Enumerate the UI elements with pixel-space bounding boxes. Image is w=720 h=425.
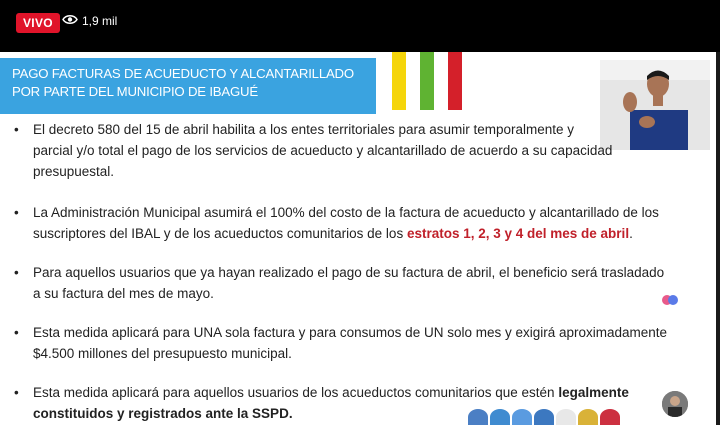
bullet-3: Para aquellos usuarios que ya hayan realizado el pago de su factura de abril, el beneficio será trasladado a su factura del mes de mayo. bbox=[33, 265, 665, 301]
highlighted-strata-text: estratos 1, 2, 3 y 4 del mes de abril bbox=[406, 226, 630, 241]
bullet-dot: • bbox=[14, 205, 19, 220]
video-frame-edge bbox=[716, 52, 720, 425]
logo-icon bbox=[490, 409, 510, 425]
institutional-logos bbox=[468, 409, 620, 425]
bullet-dot: • bbox=[14, 122, 19, 137]
bullet-dot: • bbox=[14, 325, 19, 340]
bullet-1: El decreto 580 del 15 de abril habilita a los entes territoriales para asumir temporalmente y parcial y/o total el pago de los servicios de acueducto y alcantarillado de acuerdo a su capacidad presupuestal. bbox=[33, 122, 613, 179]
bullet-4: Esta medida aplicará para UNA sola factura y para consumos de UN solo mes y exigirá aproximadamente $4.500 millones del presupuesto municipal. bbox=[33, 325, 668, 361]
bullet-2: La Administración Municipal asumirá el 100% del costo de la factura de acueducto y alcantarillado de los suscriptores del IBAL y de los acueductos comunitarios de los estratos 1, 2, 3 y 4 del mes de abril. bbox=[33, 205, 659, 241]
logo-icon bbox=[556, 409, 576, 425]
sign-language-interpreter-video bbox=[600, 60, 710, 150]
yellow-flag-stripe bbox=[392, 52, 406, 110]
logo-icon bbox=[600, 409, 620, 425]
slide-title-banner bbox=[0, 58, 376, 114]
green-flag-stripe bbox=[420, 52, 434, 110]
logo-icon bbox=[512, 409, 532, 425]
logo-icon bbox=[578, 409, 598, 425]
slide-title-line-2: POR PARTE DEL MUNICIPIO DE IBAGUÉ bbox=[12, 84, 258, 99]
viewer-count-text: 1,9 mil bbox=[82, 14, 118, 28]
viewer-count bbox=[62, 14, 117, 28]
logo-icon bbox=[534, 409, 554, 425]
presentation-slide bbox=[0, 52, 716, 425]
red-flag-stripe bbox=[448, 52, 462, 110]
bullet-5: Esta medida aplicará para aquellos usuarios de los acueductos comunitarios que estén legalmente constituidos y registrados ante la SSPD. bbox=[33, 385, 629, 421]
stream-header bbox=[0, 0, 720, 52]
logo-icon bbox=[468, 409, 488, 425]
live-badge: VIVO bbox=[16, 13, 60, 33]
bullet-dot: • bbox=[14, 265, 19, 280]
eye-icon bbox=[62, 14, 78, 28]
participant-avatar[interactable] bbox=[660, 389, 690, 419]
bullet-dot: • bbox=[14, 385, 19, 400]
slide-title-line-1: PAGO FACTURAS DE ACUEDUCTO Y ALCANTARILLADO bbox=[12, 66, 354, 81]
reaction-hearts-icon[interactable] bbox=[661, 293, 679, 311]
